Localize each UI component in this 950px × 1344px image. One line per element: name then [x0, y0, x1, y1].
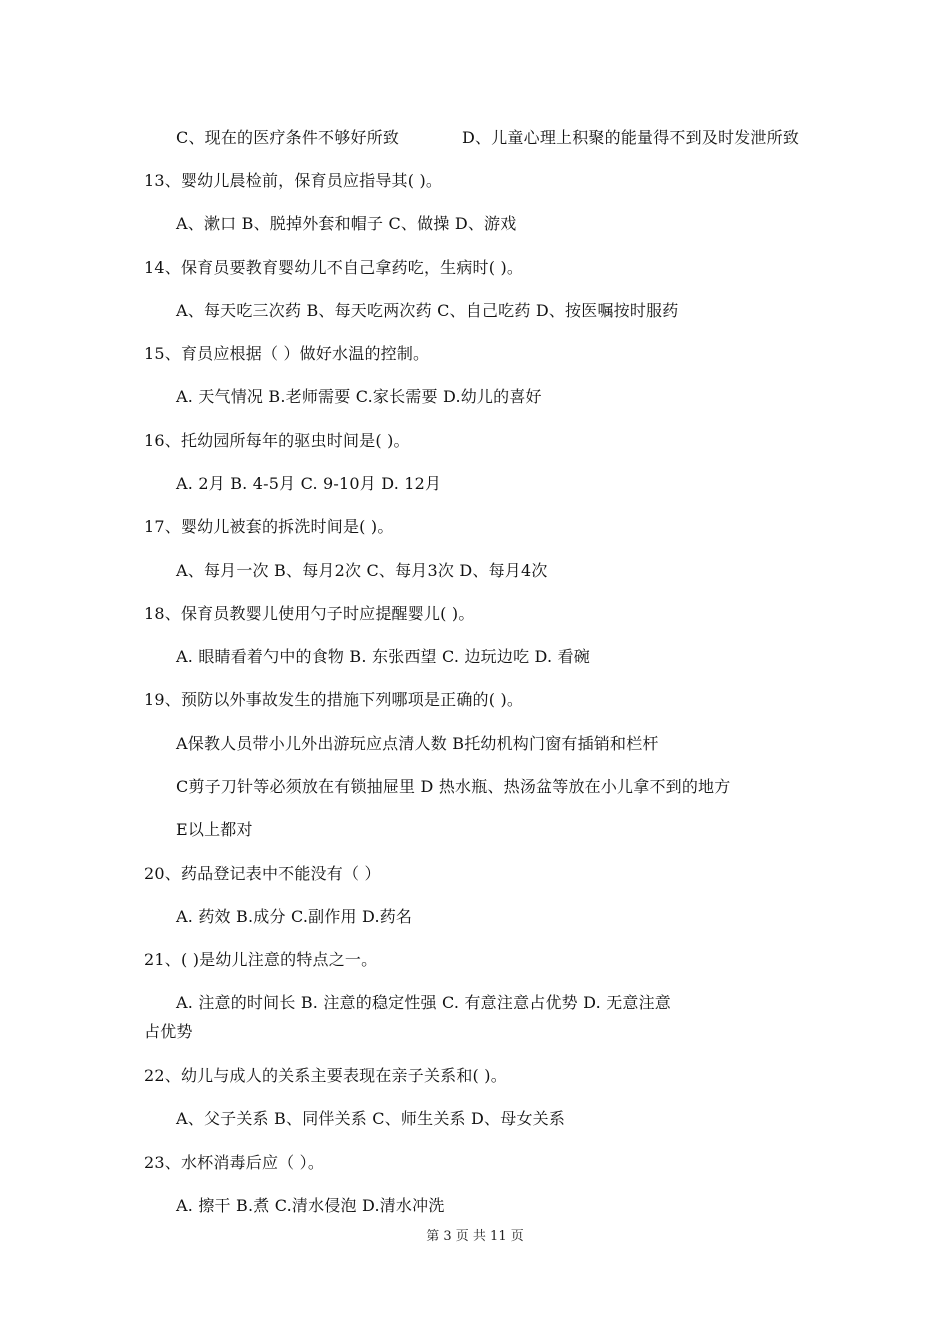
question-22: 22、幼儿与成人的关系主要表现在亲子关系和( )。 [144, 1066, 507, 1085]
options-20: A. 药效 B.成分 C.副作用 D.药名 [176, 907, 413, 926]
options-18: A. 眼睛看着勺中的食物 B. 东张西望 C. 边玩边吃 D. 看碗 [176, 647, 590, 666]
options-17: A、每月一次 B、每月2次 C、每月3次 D、每月4次 [176, 561, 548, 580]
options-21: A. 注意的时间长 B. 注意的稳定性强 C. 有意注意占优势 D. 无意注意 [176, 993, 671, 1012]
question-14: 14、保育员要教育婴幼儿不自己拿药吃，生病时( )。 [144, 258, 524, 277]
options-21-wrap: 占优势 [144, 1022, 193, 1041]
question-20: 20、药品登记表中不能没有（ ） [144, 864, 381, 883]
options-19-ab: A保教人员带小儿外出游玩应点清人数 B托幼机构门窗有插销和栏杆 [176, 734, 659, 753]
question-13: 13、婴幼儿晨检前，保育员应指导其( )。 [144, 171, 443, 190]
options-16: A. 2月 B. 4-5月 C. 9-10月 D. 12月 [176, 474, 442, 493]
options-19-cd: C剪子刀针等必须放在有锁抽屉里 D 热水瓶、热汤盆等放在小儿拿不到的地方 [176, 777, 731, 796]
question-21: 21、( )是幼儿注意的特点之一。 [144, 950, 378, 969]
question-16: 16、托幼园所每年的驱虫时间是( )。 [144, 431, 410, 450]
page-footer: 第 3 页 共 11 页 [426, 1229, 524, 1244]
question-23: 23、水杯消毒后应（ ）。 [144, 1153, 325, 1172]
options-13: A、漱口 B、脱掉外套和帽子 C、做操 D、游戏 [176, 214, 517, 233]
option-c-12: C、现在的医疗条件不够好所致 [176, 128, 400, 147]
question-19: 19、预防以外事故发生的措施下列哪项是正确的( )。 [144, 690, 524, 709]
options-14: A、每天吃三次药 B、每天吃两次药 C、自己吃药 D、按医嘱按时服药 [176, 301, 679, 320]
options-22: A、父子关系 B、同伴关系 C、师生关系 D、母女关系 [176, 1109, 566, 1128]
question-15: 15、育员应根据（ ）做好水温的控制。 [144, 344, 430, 363]
options-15: A. 天气情况 B.老师需要 C.家长需要 D.幼儿的喜好 [176, 387, 542, 406]
options-19-e: E以上都对 [176, 820, 253, 839]
question-17: 17、婴幼儿被套的拆洗时间是( )。 [144, 517, 394, 536]
options-23: A. 擦干 B.煮 C.清水侵泡 D.清水冲洗 [176, 1196, 445, 1215]
question-18: 18、保育员教婴儿使用勺子时应提醒婴儿( )。 [144, 604, 475, 623]
option-d-12: D、儿童心理上积聚的能量得不到及时发泄所致 [462, 128, 800, 147]
